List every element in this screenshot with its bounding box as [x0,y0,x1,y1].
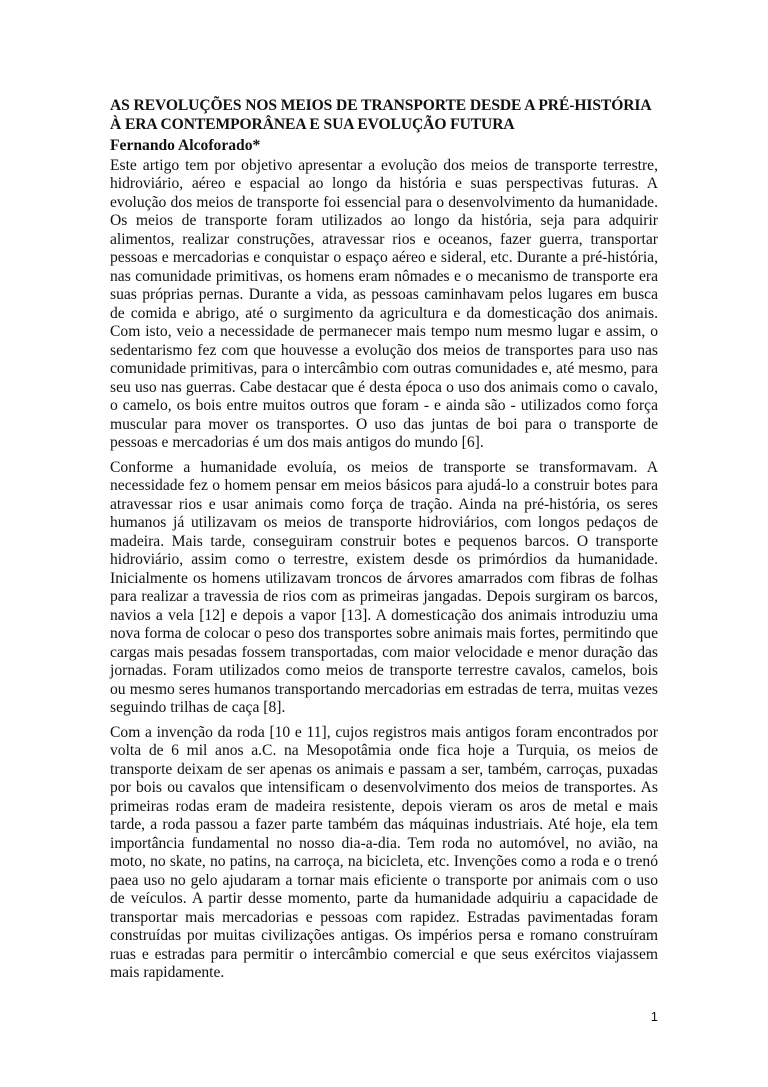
paragraph-3: Com a invenção da roda [10 e 11], cujos registros mais antigos foram encontrados por volta de 6 mil anos a.C. na Mesopotâmia onde fica hoje a Turquia, os meios de transporte deixam de ser apenas os animais e passam a ser, também, carroças, puxadas por bois ou cavalos que intensificam o desenvolvimento dos meios de transportes. As primeiras rodas eram de madeira resistente, depois vieram os aros de metal e mais tarde, a roda passou a fazer parte também das máquinas industriais. Até hoje, ela tem importância fundamental no nosso dia-a-dia. Tem roda no automóvel, no avião, na moto, no skate, no patins, na carroça, na bicicleta, etc. Invenções como a roda e o trenó paea uso no gelo ajudaram a tornar mais eficiente o transporte por animais com o uso de veículos. A partir desse momento, parte da humanidade adquiriu a capacidade de transportar mais mercadorias e pessoas com rapidez. Estradas pavimentadas foram construídas por muitas civilizações antigas. Os impérios persa e romano construíram ruas e estradas para permitir o intercâmbio comercial e que seus exércitos viajassem mais rapidamente. [110,723,658,981]
document-title [110,97,658,134]
document-page [110,97,658,989]
title-line-1: AS REVOLUÇÕES NOS MEIOS DE TRANSPORTE DESDE A PRÉ-HISTÓRIA [110,97,652,114]
page-number: 1 [650,1009,658,1024]
author-name: Fernando Alcoforado* [110,137,261,154]
title-line-2: À ERA CONTEMPORÂNEA E SUA EVOLUÇÃO FUTURA [110,115,515,133]
paragraph-2: Conforme a humanidade evoluía, os meios de transporte se transformavam. A necessidade fez o homem pensar em meios básicos para ajudá-lo a construir botes para atravessar rios e usar animais como força de tração. Ainda na pré-história, os seres humanos já utilizavam os meios de transporte hidroviários, com longos pedaços de madeira. Mais tarde, conseguiram construir botes e pequenos barcos. O transporte hidroviário, assim como o terrestre, existem desde os primórdios da humanidade. Inicialmente os homens utilizavam troncos de árvores amarrados com fibras de folhas para realizar a travessia de rios com as primeiras jangadas. Depois surgiram os barcos, navios a vela [12] e depois a vapor [13]. A domesticação dos animais introduziu uma nova forma de colocar o peso dos transportes sobre animais mais fortes, permitindo que cargas mais pesadas fossem transportadas, com maior velocidade e menor duração das jornadas. Foram utilizados como meios de transporte terrestre cavalos, camelos, bois ou mesmo seres humanos transportando mercadorias em estradas de terra, muitas vezes seguindo trilhas de caça [8]. [110,458,658,716]
paragraph-1: Este artigo tem por objetivo apresentar a evolução dos meios de transporte terrestre, hidroviário, aéreo e espacial ao longo da história e suas perspectivas futuras. A evolução dos meios de transporte foi essencial para o desenvolvimento da humanidade. Os meios de transporte foram utilizados ao longo da história, seja para adquirir alimentos, realizar construções, atravessar rios e oceanos, fazer guerra, transportar pessoas e mercadorias e conquistar o espaço aéreo e sideral, etc. Durante a pré-história, nas comunidade primitivas, os homens eram nômades e o mecanismo de transporte era suas próprias pernas. Durante a vida, as pessoas caminhavam pelos lugares em busca de comida e abrigo, até o surgimento da agricultura e da domesticação dos animais. Com isto, veio a necessidade de permanecer mais tempo num mesmo lugar e assim, o sedentarismo fez com que houvesse a evolução dos meios de transportes para uso nas comunidade primitivas, para o intercâmbio com outras comunidades e, até mesmo, para seu uso nas guerras. Cabe destacar que é desta época o uso dos animais como o cavalo, o camelo, os bois entre muitos outros que foram - e ainda são - utilizados como força muscular para mover os transportes. O uso das juntas de boi para o transporte de pessoas e mercadorias é um dos mais antigos do mundo [6]. [110,156,658,451]
